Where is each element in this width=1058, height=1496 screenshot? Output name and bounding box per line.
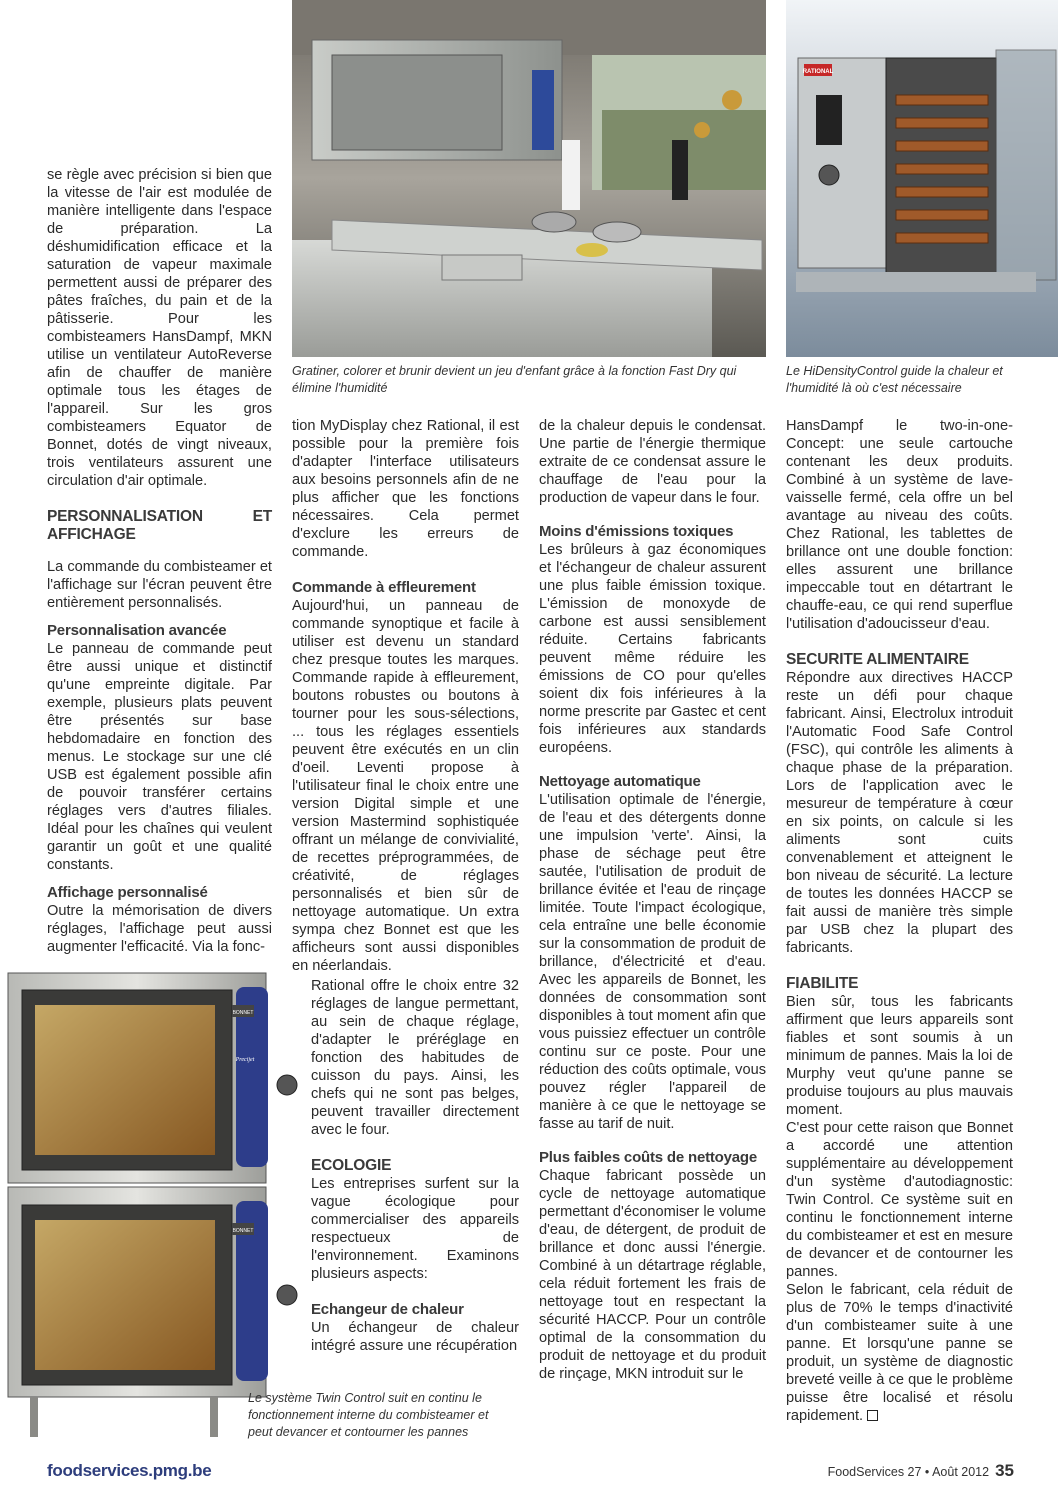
col2-echangeur-text: Un échangeur de chaleur intégré assure une récupération (311, 1320, 519, 1354)
col3-couts-text: Chaque fabricant possède un cycle de nettoyage automatique permettant d'économiser le volume d'eau, de détergent, de produit de brillance et donc aussi l'énergie. Combiné à un détartrage réglable, cela réduit fortement les frais de nettoyage tout en respectant la sécurité HACCP. Pour un contrôle optimal de la consommation du produit de nettoyage et du produit de rinçage, MKN introduit sur le (539, 1168, 766, 1382)
column-3 (539, 417, 766, 1383)
rational-photo-caption: Le HiDensityControl guide la chaleur et l'humidité là où c'est nécessaire (786, 364, 1003, 395)
col4-fiabilite-1: Bien sûr, tous les fabricants affirment que leurs appareils sont fiables et sont soumis à un minimum de pannes. Mais la loi de Murphy veut qu'une panne se produise toujours au plus mauvais moment. (786, 994, 1013, 1118)
rational-brand-label: RATIONAL (802, 69, 834, 75)
heading-echangeur: Echangeur de chaleur (311, 1301, 464, 1318)
heading-nettoyage: Nettoyage automatique (539, 773, 701, 790)
footer-issue (828, 1461, 1014, 1481)
col2-top: tion MyDisplay chez Rational, il est possible pour la première fois d'adapter l'interface utilisateurs aux besoins personnels afin de ne plus afficher que les fonctions nécessaires. Cela permet d'exclure les erreurs de commande. (292, 418, 519, 560)
bonnet-oven-photo (0, 965, 305, 1450)
heading-couts: Plus faibles coûts de nettoyage (539, 1149, 758, 1166)
rational-oven-photo (786, 0, 1058, 357)
col1-affichage-text: Outre la mémorisation de divers réglages, l'affichage peut aussi augmenter l'efficacité. Via la fonc- (47, 903, 272, 955)
heading-emissions: Moins d'émissions toxiques (539, 523, 734, 540)
col4-fiabilite-3: Selon le fabricant, cela réduit de plus de 70% le temps d'inactivité d'un combisteamer suite à une panne. Et lorsqu'une panne se produit, un système de diagnostic breveté veille à ce que le problème puisse être localisé et résolu rapidement. (786, 1282, 1013, 1424)
end-mark-icon (867, 1410, 878, 1421)
bonnet-photo-caption: Le système Twin Control suit en continu le fonctionnement interne du combisteamer et peut devancer et contourner les pannes (248, 1391, 489, 1439)
heading-personnalisation-avancee: Personnalisation avancée (47, 622, 227, 639)
col4-fiabilite-2: C'est pour cette raison que Bonnet a accordé une attention supplémentaire au développement d'un système d'autodiagnostic: Twin Control. Ce système suit en continu le fonctionnement interne du combisteamer et est en mesure de devancer et de contourner les pannes. (786, 1120, 1013, 1280)
heading-ecologie: ECOLOGIE (311, 1157, 392, 1174)
bonnet-oven-illustration (0, 965, 305, 1450)
column-2-lower (311, 977, 519, 1355)
col4-fiabilite-3-wrap (786, 1281, 1013, 1425)
page-number: 35 (995, 1461, 1014, 1480)
col1-intro: se règle avec précision si bien que la vitesse de l'air est modulée de manière intelligente dans l'espace de préparation. La déshumidification efficace et la saturation de vapeur maximale permettent aussi de préparer des pâtes fraîches, du pain et de la pâtisserie. Pour les combisteamers HansDampf, MKN utilise un ventilateur AutoReverse afin de chauffer de manière optimale tous les étages de l'appareil. Sur les gros combisteamers Equator de Bonnet, dotés de vingt niveaux, trois ventilateurs assurent une circulation d'air optimale. (47, 167, 272, 489)
column-2 (292, 417, 519, 975)
bonnet-model-label: Precijet (235, 1057, 255, 1063)
col2-ecologie-text: Les entreprises surfent sur la vague écologique pour commercialiser des appareils respectueux de l'environnement. Examinons plusieurs aspects: (311, 1176, 519, 1282)
kitchen-photo-illustration (292, 0, 766, 357)
col3-nettoyage-text: L'utilisation optimale de l'énergie, de l'eau et des détergents donne une impulsion 'verte'. Ainsi, la phase de séchage peut être sautée, l'utilisation de produit de brillance évitée et l'eau de rinçage limitée. Toute l'impact écologique, cela entraîne une belle économie sur la consommation de produit de brillance, d'électricité et d'eau. Avec les appareils de Bonnet, les données de consommation sont disponibles à tout moment afin que vous puissiez effectuer un contrôle continu sur ce poste. Pour une réduction des coûts optimale, vous pouvez régler l'appareil de manière à ce que le nettoyage se fasse au tarif de nuit. (539, 792, 766, 1132)
col1-avancee-text: Le panneau de commande peut être aussi unique et distinctif qu'une empreinte digitale. Par exemple, plusieurs plats peuvent être présentés sur base hebdomadaire en fonction des menus. Le stockage sur une clé USB est également possible afin de pouvoir transférer certains réglages vers d'autres filiales. Idéal pour les chaînes qui veulent garantir un goût et une qualité constants. (47, 641, 272, 873)
col3-emissions-text: Les brûleurs à gaz économiques et l'échangeur de chaleur assurent une plus faible émission toxique. L'émission de monoxyde de carbone est aussi sensiblement réduite. Certains fabricants peuvent même réduire les émissions de CO pour qu'elles soient dix fois inférieures à la norme prescrite par Gastec et cent fois inférieures aux standards européens. (539, 542, 766, 756)
column-1 (47, 166, 272, 956)
col4-securite-text: Répondre aux directives HACCP reste un défi pour chaque fabricant. Ainsi, Electrolux introduit l'Automatic Food Safe Control (FSC), qui contrôle les aliments à chaque phase de la préparation. Lors de l'application avec le mesureur de température à cœur en six points, on calcule si les aliments sont cuits convenablement et atteignent le bon niveau de sécurité. La lecture de toutes les données HACCP se fait aussi de manière très simple par USB chez la plupart des fabricants. (786, 670, 1013, 956)
bonnet-brand-label-top: BONNET (232, 1010, 254, 1016)
col1-perso-text: La commande du combisteamer et l'affichage sur l'écran peuvent être entièrement personnalisés. (47, 559, 272, 611)
col2-rational-text: Rational offre le choix entre 32 réglages de langue permettant, au sein de chaque réglage, d'adapter le préréglage en fonction des habitudes de cuisson du pays. Ainsi, les chefs qui ne sont pas belges, peuvent travailler directement avec le four. (311, 978, 519, 1138)
heading-commande: Commande à effleurement (292, 579, 476, 596)
bonnet-brand-label-bottom: BONNET (232, 1228, 254, 1234)
heading-personnalisation: PERSONNALISATION ET AFFICHAGE (47, 508, 272, 543)
col3-top: de la chaleur depuis le condensat. Une partie de l'énergie thermique extraite de ce condensat assure le chauffage de l'eau pour la production de vapeur dans le four. (539, 418, 766, 506)
column-4 (786, 417, 1013, 1425)
kitchen-photo (292, 0, 766, 357)
rational-oven-illustration (786, 0, 1058, 357)
heading-fiabilite: FIABILITE (786, 975, 859, 992)
heading-affichage-personnalise: Affichage personnalisé (47, 884, 208, 901)
footer-website[interactable]: foodservices.pmg.be (47, 1461, 212, 1480)
col4-top: HansDampf le two-in-one-Concept: une seule cartouche contenant les deux produits. Combiné à un système de lave-vaisselle fermé, cela offre un bel avantage au niveau des coûts. Chez Rational, les tablettes de brillance ont une double fonction: elles assurent une brillance impeccable tout en détartrant le chauffe-eau, ce qui rend superflue l'utilisation d'adoucisseur d'eau. (786, 418, 1013, 632)
kitchen-photo-caption: Gratiner, colorer et brunir devient un jeu d'enfant grâce à la fonction Fast Dry qui élimine l'humidité (292, 364, 737, 395)
heading-securite: SECURITE ALIMENTAIRE (786, 651, 969, 668)
col2-commande-text: Aujourd'hui, un panneau de commande synoptique et facile à utiliser est devenu un standard chez presque toutes les marques. Commande rapide à effleurement, boutons robustes ou boutons à tourner pour les sous-sélections, ... tous les réglages essentiels peuvent être exécutés en un clin d'oeil. Leventi propose à l'utilisateur final le choix entre une version Digital simple et une version Mastermind sophistiquée offrant un mélange de convivialité, de recettes préprogrammées, de créativité, de réglages personnalisés et bien sûr de nettoyage automatique. Un extra sympa chez Bonnet est que les afficheurs sont aussi disponibles en néerlandais. (292, 598, 519, 974)
footer-issue-label: FoodServices 27 • Août 2012 (827, 1465, 990, 1479)
